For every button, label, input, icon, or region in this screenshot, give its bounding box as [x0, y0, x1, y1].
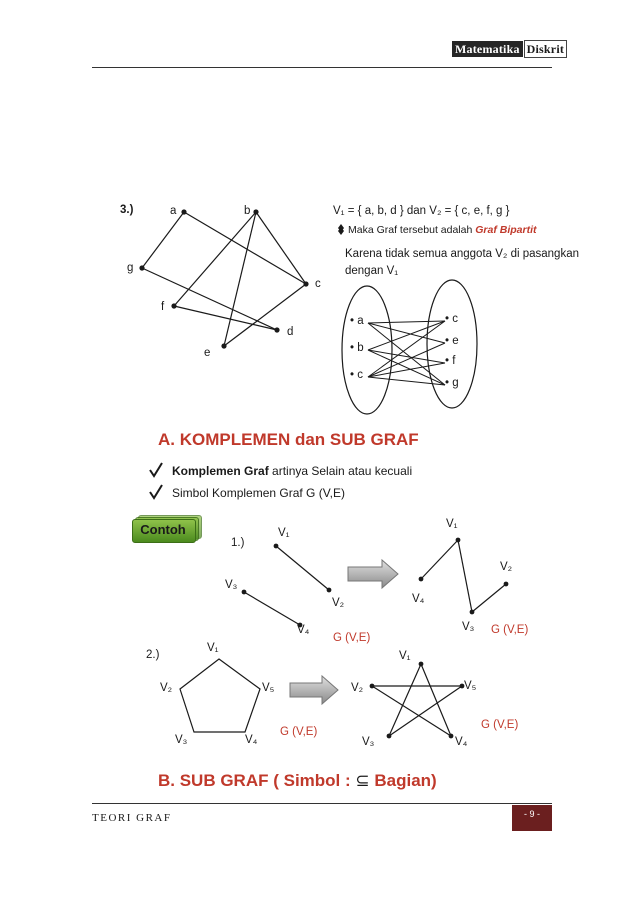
- ex3-reason-line2: dengan V₁: [345, 265, 399, 277]
- contoh-label: Contoh: [140, 522, 186, 537]
- section-b-title-after: Bagian): [369, 771, 437, 790]
- contoh-badge: [132, 515, 202, 541]
- ex2r-label-v1: V₁: [399, 650, 411, 662]
- ex1l-label-v3: V₃: [225, 579, 238, 591]
- ex3-conclusion-em: Graf Bipartit: [475, 224, 537, 236]
- ex2-star: [372, 664, 462, 736]
- node-g: [139, 265, 144, 270]
- ex2-number: 2.): [146, 649, 160, 661]
- node-b: [253, 209, 258, 214]
- ex2l-label-v3: V₃: [175, 734, 188, 746]
- ex3-label-e: e: [204, 347, 211, 359]
- set-v1-item: • c: [350, 369, 363, 381]
- ex1-left-caption: G (V,E): [333, 632, 371, 644]
- ex3-sets-text: V₁ = { a, b, d } dan V₂ = { c, e, f, g }: [333, 205, 510, 217]
- ex1l-node-v3: [242, 590, 247, 595]
- ex2r-node-v1: [419, 662, 424, 667]
- header-title-light: Diskrit: [524, 40, 567, 58]
- node-e: [221, 343, 226, 348]
- ex3-conclusion-prefix: Maka Graf tersebut adalah: [348, 224, 476, 236]
- footer-title: TEORI GRAF: [92, 812, 172, 824]
- ex1l-label-v2: V₂: [332, 597, 345, 609]
- ex1l-node-v1: [274, 544, 279, 549]
- ex2-pentagon: [180, 659, 260, 732]
- section-b-title-before: B. SUB GRAF ( Simbol :: [158, 771, 356, 790]
- node-a: [181, 209, 186, 214]
- ex2r-label-v3: V₃: [362, 736, 375, 748]
- edge-a-g: [142, 212, 184, 268]
- check-icon: [150, 485, 162, 498]
- ex3-reason-line1: Karena tidak semua anggota V₂ di pasangkan: [345, 248, 579, 260]
- ex2l-label-v5: V₅: [262, 682, 275, 694]
- footer-rule: [92, 803, 552, 804]
- ex1l-label-v4: V₄: [297, 624, 310, 636]
- ex2r-node-v2: [370, 684, 375, 689]
- ex2r-label-v5: V₅: [464, 680, 477, 692]
- edge-b-c: [256, 212, 306, 284]
- set-v2-item: • g: [445, 377, 459, 389]
- ex1r-node-v4: [419, 577, 424, 582]
- ex1-right-graph: [421, 540, 506, 612]
- ex3-label-b: b: [244, 205, 251, 217]
- set-v2-item: • f: [445, 355, 456, 367]
- ex3-label-d: d: [287, 326, 294, 338]
- ex3-label-c: c: [315, 278, 321, 290]
- set-v2-item: • e: [445, 335, 459, 347]
- ex3-number: 3.): [120, 204, 134, 216]
- diamond-bullet-icon: [338, 224, 344, 235]
- ex2r-node-v4: [449, 734, 454, 739]
- ex1l-node-v2: [327, 588, 332, 593]
- ex1r-label-v2: V₂: [500, 561, 513, 573]
- arrow-right-icon: [290, 676, 338, 704]
- set-v1-item: • a: [350, 315, 364, 327]
- bipartite-edges: [368, 321, 445, 385]
- ex1r-label-v1: V₁: [446, 518, 458, 530]
- ex2r-node-v3: [387, 734, 392, 739]
- node-c: [303, 281, 308, 286]
- section-a-title: A. KOMPLEMEN dan SUB GRAF: [158, 430, 419, 449]
- section-a-item1-bold: Komplemen Graf: [172, 464, 269, 478]
- ex1r-node-v1: [456, 538, 461, 543]
- section-a-item2: Simbol Komplemen Graf G (V,E): [172, 486, 345, 500]
- ex2r-label-v4: V₄: [455, 736, 468, 748]
- subset-symbol: ⊆: [355, 771, 370, 790]
- header-title-dark: Matematika: [452, 41, 523, 57]
- ex1r-label-v4: V₄: [412, 593, 425, 605]
- check-icon: [150, 463, 162, 476]
- ex2l-label-v1: V₁: [207, 642, 219, 654]
- section-a-item1: [172, 464, 412, 478]
- ex1r-node-v2: [504, 582, 509, 587]
- ex1r-node-v3: [470, 610, 475, 615]
- ex2l-label-v2: V₂: [160, 682, 173, 694]
- ex1-right-caption: G (V,E): [491, 624, 529, 636]
- ex2-right-caption: G (V,E): [481, 719, 519, 731]
- set-v1-item: • b: [350, 342, 364, 354]
- ex3-label-a: a: [170, 205, 177, 217]
- section-b-title: [158, 771, 437, 791]
- node-d: [274, 327, 279, 332]
- edge-b-f: [174, 212, 256, 306]
- ex3-conclusion: [348, 224, 537, 236]
- ex2r-label-v2: V₂: [351, 682, 364, 694]
- ex3-label-f: f: [161, 301, 165, 313]
- set-v2-item: • c: [445, 313, 458, 325]
- ex1l-label-v1: V₁: [278, 527, 290, 539]
- ex3-graph: [142, 212, 306, 346]
- arrow-right-icon: [348, 560, 398, 588]
- ex2l-label-v4: V₄: [245, 734, 258, 746]
- ex1-number: 1.): [231, 537, 245, 549]
- ex3-label-g: g: [127, 262, 134, 274]
- page-number: - 9 -: [512, 805, 552, 831]
- ex1r-label-v3: V₃: [462, 621, 475, 633]
- ex2-left-caption: G (V,E): [280, 726, 318, 738]
- node-f: [171, 303, 176, 308]
- section-a-item1-rest: artinya Selain atau kecuali: [268, 464, 413, 478]
- ex1-left-graph: [244, 546, 329, 625]
